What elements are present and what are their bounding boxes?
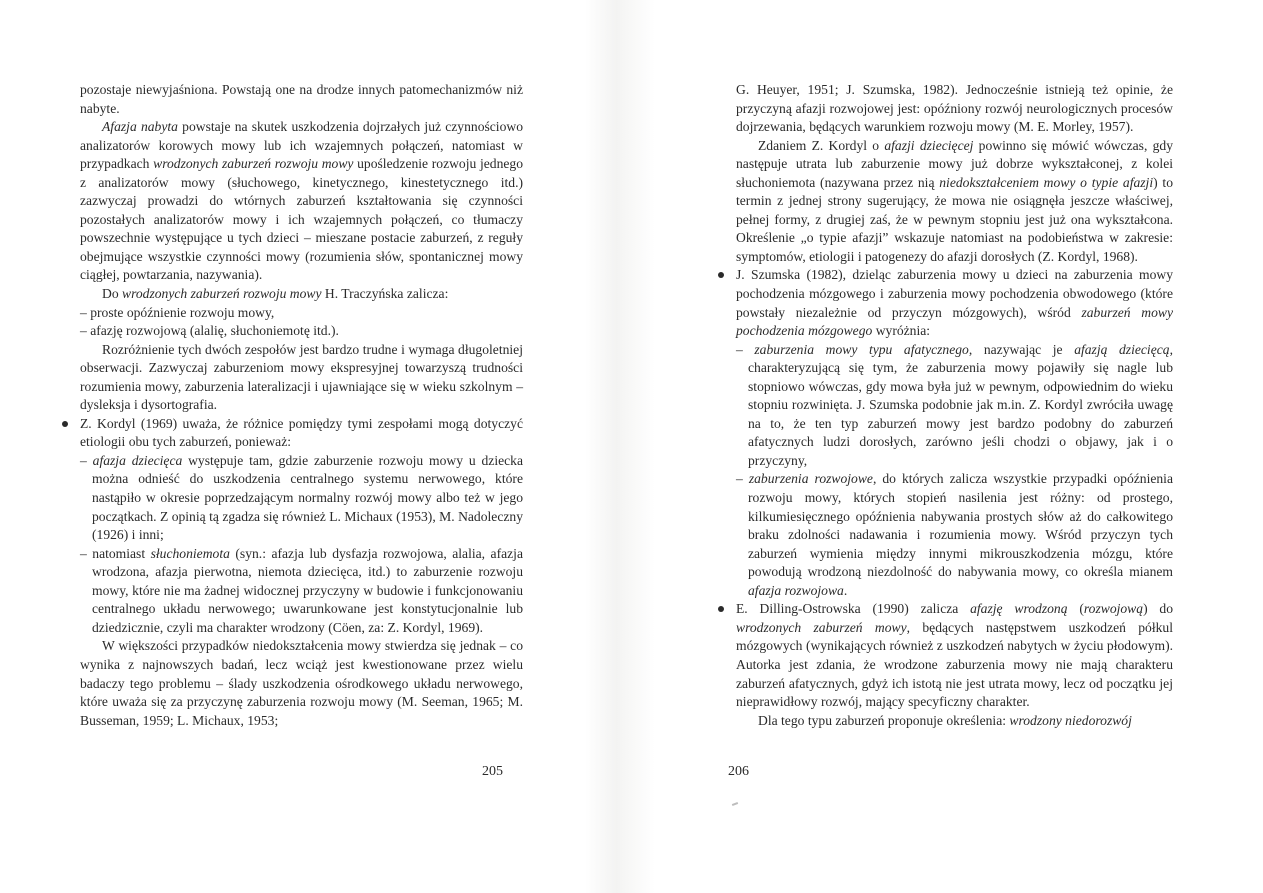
paragraph: W większości przypadków niedokształcenia mowy stwierdza się jednak – co wynika z najnowszych badań, lecz wciąż jest kwestionowane przez wielu badaczy tego problemu – ślady uszkodzenia ośrodkowego układu nerwowego, które uważa się za przyczynę zaburzenia rozwoju mowy (M. Seeman, 1965; M. Busseman, 1959; L. Michaux, 1953; <box>80 638 523 728</box>
bullet-item: E. Dilling-Ostrowska (1990) zalicza afazję wrodzoną (rozwojową) do wrodzonych zaburzeń mowy, będących następstwem uszkodzeń półkul mózgowych (wynikających również z uszkodzeń nabytych w życiu płodowym). Autorka jest zdania, że wrodzone zaburzenia mowy nie mają charakteru zaburzeń afatycznych, gdyż ich istotą nie jest utrata mowy, lecz od początku jej nieprawidłowy rozwój, mający specyficzny charakter. <box>736 600 1173 711</box>
paragraph: Zdaniem Z. Kordyl o afazji dziecięcej powinno się mówić wówczas, gdy następuje utrata lub zaburzenie mowy już dobrze wykształconej, z kolei słuchoniemota (nazywana przez nią niedokształceniem mowy o typie afazji) to termin z jednej strony sugerujący, że mowa nie osiągnęła jeszcze właściwej, pełnej formy, z drugiej zaś, że w pewnym stopniu jest już ona wykształcona. Określenie „o typie afazji” wskazuje natomiast na podobieństwa w zakresie: symptomów, etiologii i patogenezy do afazji dorosłych (Z. Kordyl, 1968). <box>736 137 1173 264</box>
list-item: – afazję rozwojową (alalię, słuchoniemotę itd.). <box>80 323 339 339</box>
list-item: – zaburzenia mowy typu afatycznego, nazywając je afazją dziecięcą, charakteryzującą się tym, że zaburzenia mowy pojawiły się nagle lub stopniowo wówczas, gdy mowa była już w pewnym, odpowiednim do wieku stopniu rozwinięta. J. Szumska podobnie jak m.in. Z. Kordyl zwróciła uwagę na to, że ten typ zaburzeń mowy jest bardzo podobny do zaburzeń afatycznych ludzi dorosłych, zarówno jeśli chodzi o objawy, jak i o przyczyny, <box>736 341 1173 468</box>
list-item: – zaburzenia rozwojowe, do których zalicza wszystkie przypadki opóźnienia rozwoju mowy, których stopień nasilenia jest różny: od prostego, kilkumiesięcznego opóźnienia nabywania prostych słów aż do całkowitego braku zdolności nadawania i rozumienia mowy. Wśród przyczyn tych zaburzeń wymienia między innymi mikrouszkodzenia mózgu, które powodują wrodzoną niezdolność do nabywania mowy, co określa mianem afazja rozwojowa. <box>736 471 1173 598</box>
list-item: – natomiast słuchoniemota (syn.: afazja lub dysfazja rozwojowa, alalia, afazja wrodzona, afazja pierwotna, niemota dziecięca, itd.) to zaburzenie rozwoju mowy, które nie ma żadnej widocznej przyczyny w budowie i funkcjonowaniu centralnego układu nerwowego; uwarunkowane jest konstytucjonalnie lub dziedzicznie, czyli ma charakter wrodzony (Cöen, za: Z. Kordyl, 1969). <box>80 545 523 635</box>
bullet-icon <box>718 272 724 278</box>
right-page-text <box>736 81 1173 730</box>
bullet-item: J. Szumska (1982), dzieląc zaburzenia mowy u dzieci na zaburzenia mowy pochodzenia mózgowego i zaburzenia mowy pochodzenia obwodowego (które powstały niezależnie od przyczyn mózgowych), wśród zaburzeń mowy pochodzenia mózgowego wyróżnia: <box>736 266 1173 340</box>
paragraph: G. Heuyer, 1951; J. Szumska, 1982). Jednocześnie istnieją też opinie, że przyczyną afazji rozwojowej jest: opóźniony rozwój neurologicznych procesów dojrzewania, będących warunkiem rozwoju mowy (M. E. Morley, 1957). <box>736 82 1173 135</box>
page-number: 206 <box>728 764 749 779</box>
book-gutter <box>585 0 655 893</box>
bullet-icon <box>62 421 68 427</box>
left-page-text <box>80 81 523 730</box>
paragraph: Dla tego typu zaburzeń proponuje określenia: wrodzony niedorozwój <box>758 712 1132 728</box>
paragraph: Rozróżnienie tych dwóch zespołów jest bardzo trudne i wymaga długoletniej obserwacji. Zazwyczaj zaburzeniom mowy ekspresyjnej towarzyszą trudności rozumienia mowy, zaburzenia lateralizacji i ujawniające się w wieku szkolnym – dysleksja i dysortografia. <box>80 341 523 413</box>
list-item: – proste opóźnienie rozwoju mowy, <box>80 304 275 320</box>
bullet-icon <box>718 606 724 612</box>
page-number: 205 <box>482 764 503 779</box>
paragraph: pozostaje niewyjaśniona. Powstają one na drodze innych patomechanizmów niż nabyte. <box>80 82 523 116</box>
list-item: – afazja dziecięca występuje tam, gdzie zaburzenie rozwoju mowy u dziecka można odnieść do uszkodzenia centralnego systemu nerwowego, które nastąpiło w okresie poprzedzającym normalny rozwój mowy albo też w jego początkach. Z opinią tą zgadza się również L. Michaux (1953), M. Nadoleczny (1926) i inni; <box>80 452 523 543</box>
paragraph: Afazja nabyta powstaje na skutek uszkodzenia dojrzałych już czynnościowo analizatorów korowych mowy lub ich wzajemnych połączeń, natomiast w przypadkach wrodzonych zaburzeń rozwoju mowy upośledzenie rozwoju jednego z analizatorów mowy (słuchowego, kinetycznego, kinestetycznego itd.) zazwyczaj prowadzi do wtórnych zaburzeń kształtowania się czynności pozostałych analizatorów mowy i ich wzajemnych połączeń, co tłumaczy powszechnie występujące u tych dzieci – mieszane postacie zaburzeń, z reguły obejmujące wszystkie czynności mowy (rozumienia słów, spontanicznej mowy ciągłej, powtarzania, nazywania). <box>80 119 524 283</box>
right-page <box>655 28 1225 848</box>
left-page <box>24 28 584 848</box>
scan-mark <box>732 802 738 806</box>
paragraph: Do wrodzonych zaburzeń rozwoju mowy H. Traczyńska zalicza: <box>102 286 449 302</box>
bullet-item: Z. Kordyl (1969) uważa, że różnice pomiędzy tymi zespołami mogą dotyczyć etiologii obu tych zaburzeń, ponieważ: <box>80 415 523 452</box>
